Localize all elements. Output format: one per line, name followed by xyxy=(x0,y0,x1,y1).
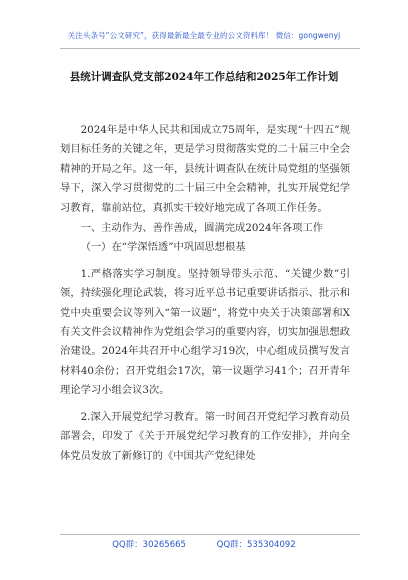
header-divider xyxy=(60,48,360,49)
section-heading: 一、主动作为、善作善成，圆满完成2024年各项工作 xyxy=(80,222,324,235)
qq-group-2: QQ群：535304092 xyxy=(216,540,296,550)
subsection-heading: （一）在“学深悟透”中巩固思想根基 xyxy=(80,241,246,254)
document-body xyxy=(60,121,350,466)
footer-divider xyxy=(60,534,360,535)
item-paragraph-2: 2.深入开展党纪学习教育。第一时间召开党纪学习教育动员部署会，印发了《关于开展党纪学习教育的工作安排》，并向全体党员发放了新修订的《中国共产党纪律处 xyxy=(60,410,350,462)
qq-group-1: QQ群：30265665 xyxy=(112,540,186,550)
document-title: 县统计调查队党支部2024年工作总结和2025年工作计划 xyxy=(69,71,339,83)
promo-banner: 关注头条号“公文研究”，获得最新最全最专业的公文资料库！ 微信：gongwenyj xyxy=(67,31,341,40)
item-paragraph-1: 1.严格落实学习制度。坚持领导带头示范、“关键少数”引领，持续强化理论武装，将习近平总书记重要讲话指示、批示和党中央重要会议等列入“第一议题”，将党中央关于决策部署和X有关文件会议精神作为党组会学习的重要内容，切实加强思想政治建设。2024年共召开中心组学习19次，中心组成员撰写发言材料40余份；召开党组会17次，第一议题学习41个；召开青年理论学习小组会议3次。 xyxy=(60,267,350,397)
footer-contact xyxy=(0,538,408,550)
intro-paragraph: 2024年是中华人民共和国成立75周年，是实现“十四五”规划目标任务的关键之年，更是学习贯彻落实党的二十届三中全会精神的开局之年。这一年，县统计调查队在统计局党组的坚强领导下，深入学习贯彻党的二十届三中全会精神，扎实开展党纪学习教育，靠前站位，真抓实干较好地完成了各项工作任务。 xyxy=(60,124,350,214)
